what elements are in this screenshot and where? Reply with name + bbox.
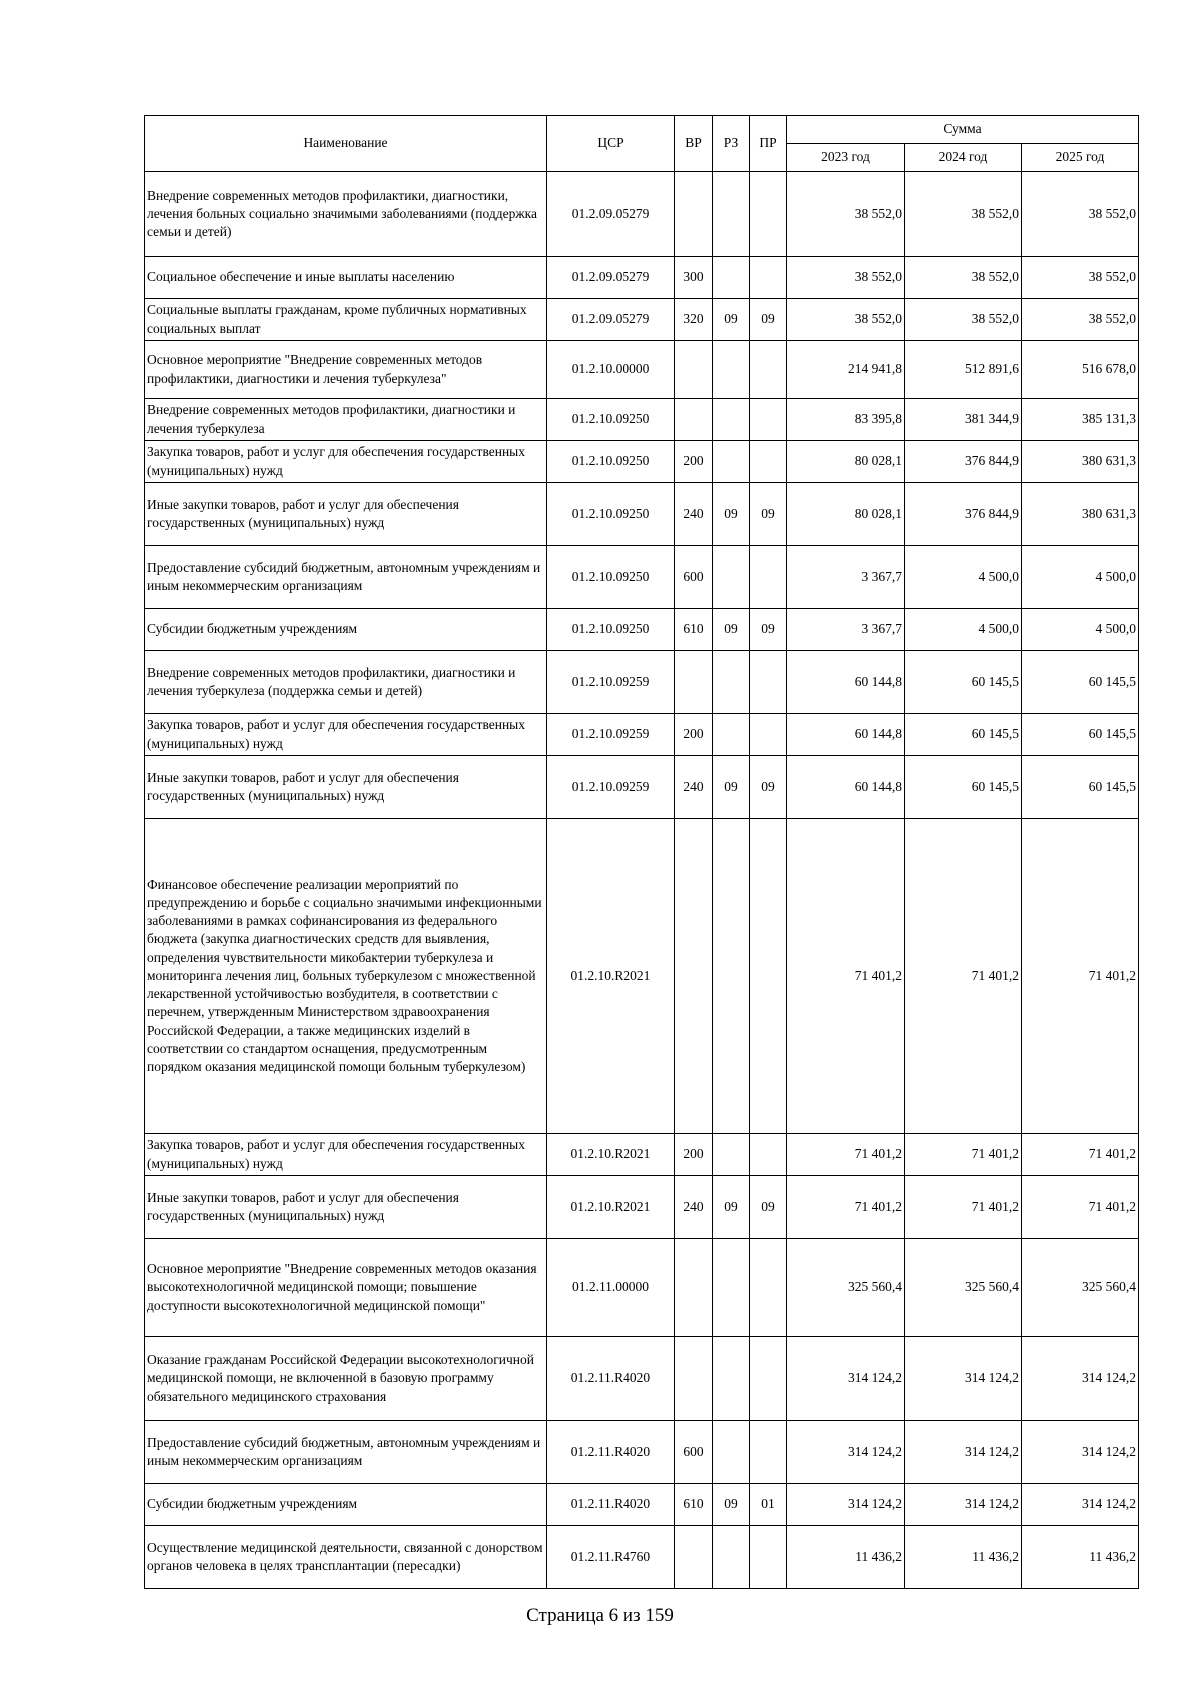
- row-name: Закупка товаров, работ и услуг для обеспечения государственных (муниципальных) нужд: [145, 1134, 547, 1176]
- row-sum-2023: 3 367,7: [787, 609, 905, 651]
- row-sum-2024: 71 401,2: [905, 1134, 1022, 1176]
- row-csr: 01.2.10.R2021: [547, 1176, 675, 1239]
- row-sum-2025: 380 631,3: [1022, 483, 1139, 546]
- row-rz: 09: [713, 483, 750, 546]
- row-vr: [675, 1239, 713, 1337]
- row-csr: 01.2.10.09259: [547, 756, 675, 819]
- budget-table: [144, 115, 1139, 1589]
- row-rz: [713, 1526, 750, 1589]
- row-name: Основное мероприятие "Внедрение современных методов профилактики, диагностики и лечения туберкулеза": [145, 341, 547, 399]
- row-sum-2025: 38 552,0: [1022, 299, 1139, 341]
- table-row: [145, 651, 1139, 714]
- row-vr: 300: [675, 257, 713, 299]
- row-pr: 09: [750, 609, 787, 651]
- row-sum-2023: 83 395,8: [787, 399, 905, 441]
- row-name: Основное мероприятие "Внедрение современных методов оказания высокотехнологичной медицинской помощи; повышение доступности высокотехнологичной медицинской помощи": [145, 1239, 547, 1337]
- row-rz: [713, 1134, 750, 1176]
- row-sum-2023: 71 401,2: [787, 1134, 905, 1176]
- row-name: Субсидии бюджетным учреждениям: [145, 1484, 547, 1526]
- table-row: [145, 257, 1139, 299]
- row-sum-2024: 60 145,5: [905, 651, 1022, 714]
- row-rz: 09: [713, 1176, 750, 1239]
- row-sum-2024: 38 552,0: [905, 257, 1022, 299]
- row-vr: 610: [675, 609, 713, 651]
- row-name: Субсидии бюджетным учреждениям: [145, 609, 547, 651]
- row-sum-2025: 60 145,5: [1022, 714, 1139, 756]
- table-row: [145, 172, 1139, 257]
- row-sum-2023: 80 028,1: [787, 441, 905, 483]
- row-rz: [713, 1421, 750, 1484]
- row-vr: 320: [675, 299, 713, 341]
- row-csr: 01.2.11.R4020: [547, 1337, 675, 1421]
- row-pr: [750, 1337, 787, 1421]
- row-sum-2025: 380 631,3: [1022, 441, 1139, 483]
- row-csr: 01.2.09.05279: [547, 172, 675, 257]
- header-sum: Сумма: [787, 116, 1139, 144]
- row-name: Социальное обеспечение и иные выплаты населению: [145, 257, 547, 299]
- row-sum-2024: 381 344,9: [905, 399, 1022, 441]
- row-sum-2023: 11 436,2: [787, 1526, 905, 1589]
- row-vr: 610: [675, 1484, 713, 1526]
- row-csr: 01.2.10.09250: [547, 546, 675, 609]
- table-row: [145, 341, 1139, 399]
- row-sum-2025: 71 401,2: [1022, 1134, 1139, 1176]
- table-row: [145, 1176, 1139, 1239]
- row-sum-2024: 376 844,9: [905, 441, 1022, 483]
- row-csr: 01.2.11.R4020: [547, 1421, 675, 1484]
- row-sum-2025: 385 131,3: [1022, 399, 1139, 441]
- row-sum-2024: 71 401,2: [905, 819, 1022, 1134]
- row-rz: [713, 399, 750, 441]
- row-pr: [750, 257, 787, 299]
- row-name: Иные закупки товаров, работ и услуг для обеспечения государственных (муниципальных) нужд: [145, 483, 547, 546]
- row-vr: [675, 1526, 713, 1589]
- row-name: Осуществление медицинской деятельности, связанной с донорством органов человека в целях трансплантации (пересадки): [145, 1526, 547, 1589]
- row-sum-2025: 314 124,2: [1022, 1421, 1139, 1484]
- row-sum-2023: 214 941,8: [787, 341, 905, 399]
- row-sum-2025: 325 560,4: [1022, 1239, 1139, 1337]
- row-csr: 01.2.11.00000: [547, 1239, 675, 1337]
- row-sum-2025: 314 124,2: [1022, 1484, 1139, 1526]
- row-rz: [713, 714, 750, 756]
- row-vr: [675, 819, 713, 1134]
- row-csr: 01.2.10.09250: [547, 441, 675, 483]
- header-rz: РЗ: [713, 116, 750, 172]
- table-row: [145, 399, 1139, 441]
- table-row: [145, 1421, 1139, 1484]
- row-sum-2024: 38 552,0: [905, 172, 1022, 257]
- page-number: Страница 6 из 159: [526, 1605, 674, 1626]
- row-sum-2023: 60 144,8: [787, 714, 905, 756]
- row-name: Внедрение современных методов профилактики, диагностики и лечения туберкулеза: [145, 399, 547, 441]
- row-name: Социальные выплаты гражданам, кроме публичных нормативных социальных выплат: [145, 299, 547, 341]
- row-rz: [713, 257, 750, 299]
- row-vr: 240: [675, 756, 713, 819]
- row-rz: 09: [713, 299, 750, 341]
- row-name: Закупка товаров, работ и услуг для обеспечения государственных (муниципальных) нужд: [145, 714, 547, 756]
- row-csr: 01.2.10.R2021: [547, 1134, 675, 1176]
- row-sum-2025: 71 401,2: [1022, 1176, 1139, 1239]
- row-sum-2025: 314 124,2: [1022, 1337, 1139, 1421]
- row-csr: 01.2.11.R4760: [547, 1526, 675, 1589]
- row-sum-2025: 4 500,0: [1022, 546, 1139, 609]
- row-pr: 09: [750, 483, 787, 546]
- row-pr: 09: [750, 299, 787, 341]
- table-row: [145, 483, 1139, 546]
- row-pr: [750, 1421, 787, 1484]
- row-csr: 01.2.10.R2021: [547, 819, 675, 1134]
- row-name: Иные закупки товаров, работ и услуг для обеспечения государственных (муниципальных) нужд: [145, 756, 547, 819]
- row-sum-2023: 80 028,1: [787, 483, 905, 546]
- row-csr: 01.2.10.09250: [547, 483, 675, 546]
- row-csr: 01.2.10.09259: [547, 714, 675, 756]
- row-vr: 240: [675, 1176, 713, 1239]
- table-row: [145, 609, 1139, 651]
- row-pr: 09: [750, 1176, 787, 1239]
- table-row: [145, 714, 1139, 756]
- row-sum-2024: 11 436,2: [905, 1526, 1022, 1589]
- row-sum-2023: 314 124,2: [787, 1484, 905, 1526]
- table-row: [145, 1239, 1139, 1337]
- row-vr: [675, 651, 713, 714]
- table-body: [145, 172, 1139, 1589]
- row-sum-2023: 60 144,8: [787, 756, 905, 819]
- row-pr: [750, 399, 787, 441]
- row-sum-2025: 38 552,0: [1022, 172, 1139, 257]
- row-vr: 200: [675, 1134, 713, 1176]
- row-rz: [713, 651, 750, 714]
- row-csr: 01.2.10.00000: [547, 341, 675, 399]
- row-csr: 01.2.09.05279: [547, 257, 675, 299]
- row-rz: 09: [713, 756, 750, 819]
- row-sum-2025: 11 436,2: [1022, 1526, 1139, 1589]
- row-sum-2023: 60 144,8: [787, 651, 905, 714]
- row-name: Внедрение современных методов профилактики, диагностики и лечения туберкулеза (поддержка семьи и детей): [145, 651, 547, 714]
- row-sum-2024: 376 844,9: [905, 483, 1022, 546]
- row-pr: 09: [750, 756, 787, 819]
- row-sum-2024: 60 145,5: [905, 756, 1022, 819]
- row-pr: [750, 651, 787, 714]
- table-row: [145, 1337, 1139, 1421]
- row-vr: [675, 341, 713, 399]
- table-row: [145, 441, 1139, 483]
- row-name: Иные закупки товаров, работ и услуг для обеспечения государственных (муниципальных) нужд: [145, 1176, 547, 1239]
- header-2025: 2025 год: [1022, 144, 1139, 172]
- table-row: [145, 1484, 1139, 1526]
- row-name: Предоставление субсидий бюджетным, автономным учреждениям и иным некоммерческим организациям: [145, 546, 547, 609]
- header-name: Наименование: [145, 116, 547, 172]
- row-vr: [675, 399, 713, 441]
- table-row: [145, 819, 1139, 1134]
- row-pr: [750, 714, 787, 756]
- row-sum-2024: 71 401,2: [905, 1176, 1022, 1239]
- row-vr: [675, 172, 713, 257]
- row-vr: [675, 1337, 713, 1421]
- row-sum-2023: 314 124,2: [787, 1337, 905, 1421]
- row-vr: 600: [675, 1421, 713, 1484]
- header-csr: ЦСР: [547, 116, 675, 172]
- row-rz: [713, 1337, 750, 1421]
- row-sum-2025: 60 145,5: [1022, 756, 1139, 819]
- row-pr: [750, 172, 787, 257]
- row-pr: [750, 1134, 787, 1176]
- row-rz: [713, 819, 750, 1134]
- row-name: Закупка товаров, работ и услуг для обеспечения государственных (муниципальных) нужд: [145, 441, 547, 483]
- row-vr: 240: [675, 483, 713, 546]
- row-csr: 01.2.10.09250: [547, 399, 675, 441]
- row-sum-2025: 71 401,2: [1022, 819, 1139, 1134]
- row-sum-2025: 4 500,0: [1022, 609, 1139, 651]
- header-2024: 2024 год: [905, 144, 1022, 172]
- row-sum-2025: 60 145,5: [1022, 651, 1139, 714]
- row-rz: [713, 546, 750, 609]
- row-sum-2023: 38 552,0: [787, 172, 905, 257]
- row-sum-2024: 38 552,0: [905, 299, 1022, 341]
- row-sum-2023: 38 552,0: [787, 257, 905, 299]
- row-pr: [750, 819, 787, 1134]
- row-sum-2024: 314 124,2: [905, 1337, 1022, 1421]
- row-rz: [713, 172, 750, 257]
- table-row: [145, 756, 1139, 819]
- row-sum-2023: 71 401,2: [787, 1176, 905, 1239]
- table-row: [145, 546, 1139, 609]
- row-csr: 01.2.09.05279: [547, 299, 675, 341]
- row-rz: [713, 1239, 750, 1337]
- row-sum-2024: 60 145,5: [905, 714, 1022, 756]
- row-pr: 01: [750, 1484, 787, 1526]
- row-sum-2023: 38 552,0: [787, 299, 905, 341]
- row-pr: [750, 1526, 787, 1589]
- row-sum-2024: 512 891,6: [905, 341, 1022, 399]
- row-sum-2025: 516 678,0: [1022, 341, 1139, 399]
- table-row: [145, 299, 1139, 341]
- header-vr: ВР: [675, 116, 713, 172]
- row-rz: 09: [713, 1484, 750, 1526]
- row-vr: 200: [675, 714, 713, 756]
- table-row: [145, 1134, 1139, 1176]
- row-sum-2023: 314 124,2: [787, 1421, 905, 1484]
- row-sum-2024: 4 500,0: [905, 609, 1022, 651]
- row-name: Предоставление субсидий бюджетным, автономным учреждениям и иным некоммерческим организациям: [145, 1421, 547, 1484]
- row-sum-2023: 71 401,2: [787, 819, 905, 1134]
- row-pr: [750, 546, 787, 609]
- row-rz: [713, 441, 750, 483]
- row-sum-2023: 3 367,7: [787, 546, 905, 609]
- row-vr: 600: [675, 546, 713, 609]
- row-vr: 200: [675, 441, 713, 483]
- table-row: [145, 1526, 1139, 1589]
- row-csr: 01.2.10.09259: [547, 651, 675, 714]
- row-rz: [713, 341, 750, 399]
- row-pr: [750, 441, 787, 483]
- row-sum-2023: 325 560,4: [787, 1239, 905, 1337]
- row-pr: [750, 341, 787, 399]
- row-name: Оказание гражданам Российской Федерации высокотехнологичной медицинской помощи, не включенной в базовую программу обязательного медицинского страхования: [145, 1337, 547, 1421]
- row-csr: 01.2.10.09250: [547, 609, 675, 651]
- row-csr: 01.2.11.R4020: [547, 1484, 675, 1526]
- row-rz: 09: [713, 609, 750, 651]
- row-name: Внедрение современных методов профилактики, диагностики, лечения больных социально значимыми заболеваниями (поддержка семьи и детей): [145, 172, 547, 257]
- row-sum-2024: 314 124,2: [905, 1484, 1022, 1526]
- header-2023: 2023 год: [787, 144, 905, 172]
- row-name: Финансовое обеспечение реализации мероприятий по предупреждению и борьбе с социально значимыми инфекционными заболеваниями в рамках софинансирования из федерального бюджета (закупка диагностических средств для выявления, определения чувствительности микобактерии туберкулеза и мониторинга лечения лиц, больных туберкулезом с множественной лекарственной устойчивостью возбудителя, в соответствии с перечнем, утвержденным Министерством здравоохранения Российской Федерации, а также медицинских изделий в соответствии со стандартом оснащения, предусмотренным порядком оказания медицинской помощи больным туберкулезом): [145, 819, 547, 1134]
- row-sum-2024: 4 500,0: [905, 546, 1022, 609]
- row-pr: [750, 1239, 787, 1337]
- header-pr: ПР: [750, 116, 787, 172]
- row-sum-2024: 314 124,2: [905, 1421, 1022, 1484]
- row-sum-2025: 38 552,0: [1022, 257, 1139, 299]
- row-sum-2024: 325 560,4: [905, 1239, 1022, 1337]
